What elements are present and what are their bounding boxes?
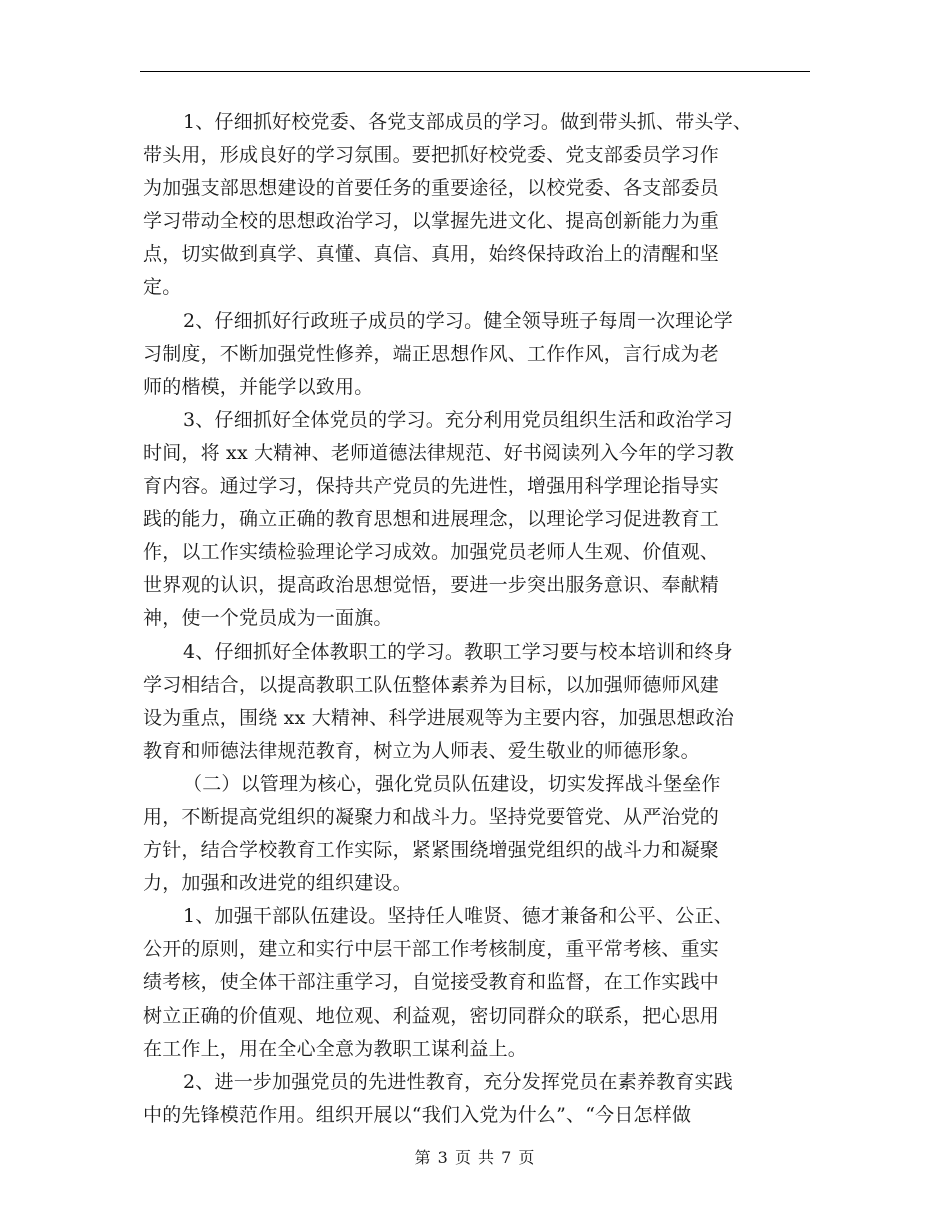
text-line: 设为重点，围绕 xx 大精神、科学进展观等为主要内容，加强思想政治 [143, 706, 735, 729]
text-line: 树立正确的价值观、地位观、利益观，密切同群众的联系，把心思用 [143, 1004, 720, 1027]
text-line: 时间，将 xx 大精神、老师道德法律规范、好书阅读列入今年的学习教 [143, 441, 735, 464]
document-body [143, 106, 813, 1132]
text-line: 神，使一个党员成为一面旗。 [143, 607, 393, 630]
header-rule [140, 71, 810, 72]
paragraph [143, 106, 813, 305]
text-line: 师的楷模，并能学以致用。 [143, 375, 374, 398]
paragraph [143, 1066, 813, 1132]
paragraph [143, 900, 813, 1065]
text-line: 2、进一步加强党员的先进性教育，充分发挥党员在素养教育实践 [183, 1070, 733, 1093]
text-line: 世界观的认识，提高政治思想觉悟，要进一步突出服务意识、奉献精 [143, 574, 720, 597]
text-line: 2、仔细抓好行政班子成员的学习。健全领导班子每周一次理论学 [183, 309, 733, 332]
text-line: 教育和师德法律规范教育，树立为人师表、爱生敬业的师德形象。 [143, 739, 700, 762]
text-line: 作，以工作实绩检验理论学习成效。加强党员老师人生观、价值观、 [143, 541, 720, 564]
text-line: 力，加强和改进党的组织建设。 [143, 872, 412, 895]
page-footer: 第 3 页 共 7 页 [414, 1148, 536, 1167]
paragraph [143, 305, 813, 404]
text-line: 公开的原则，建立和实行中层干部工作考核制度，重平常考核、重实 [143, 938, 720, 961]
text-line: 在工作上，用在全心全意为教职工谋利益上。 [143, 1037, 528, 1060]
text-line: 带头用，形成良好的学习氛围。要把抓好校党委、党支部委员学习作 [143, 144, 720, 167]
text-line: 3、仔细抓好全体党员的学习。充分利用党员组织生活和政治学习 [183, 408, 733, 431]
text-line: 用，不断提高党组织的凝聚力和战斗力。坚持党要管党、从严治党的 [143, 805, 720, 828]
text-line: 4、仔细抓好全体教职工的学习。教职工学习要与校本培训和终身 [183, 640, 733, 663]
text-line: （二）以管理为核心，强化党员队伍建设，切实发挥战斗堡垒作 [183, 772, 721, 795]
text-line: 方针，结合学校教育工作实际，紧紧围绕增强党组织的战斗力和凝聚 [143, 839, 720, 862]
text-line: 定。 [143, 276, 182, 299]
text-line: 践的能力，确立正确的教育思想和进展理念，以理论学习促进教育工 [143, 508, 720, 531]
text-line: 点，切实做到真学、真懂、真信、真用，始终保持政治上的清醒和坚 [143, 243, 720, 266]
text-line: 为加强支部思想建设的首要任务的重要途径，以校党委、各支部委员 [143, 177, 720, 200]
text-line: 绩考核，使全体干部注重学习，自觉接受教育和监督，在工作实践中 [143, 971, 720, 994]
text-line: 中的先锋模范作用。组织开展以“我们入党为什么”、“今日怎样做 [143, 1103, 692, 1126]
paragraph [143, 768, 813, 900]
paragraph [143, 636, 813, 768]
text-line: 学习相结合，以提高教职工队伍整体素养为目标，以加强师德师风建 [143, 673, 720, 696]
text-line: 育内容。通过学习，保持共产党员的先进性，增强用科学理论指导实 [143, 475, 720, 498]
text-line: 1、仔细抓好校党委、各党支部成员的学习。做到带头抓、带头学、 [183, 111, 753, 133]
text-line: 习制度，不断加强党性修养，端正思想作风、工作作风，言行成为老 [143, 342, 720, 365]
text-line: 1、加强干部队伍建设。坚持任人唯贤、德才兼备和公平、公正、 [183, 905, 733, 928]
text-line: 学习带动全校的思想政治学习，以掌握先进文化、提高创新能力为重 [143, 210, 720, 233]
paragraph [143, 404, 813, 636]
